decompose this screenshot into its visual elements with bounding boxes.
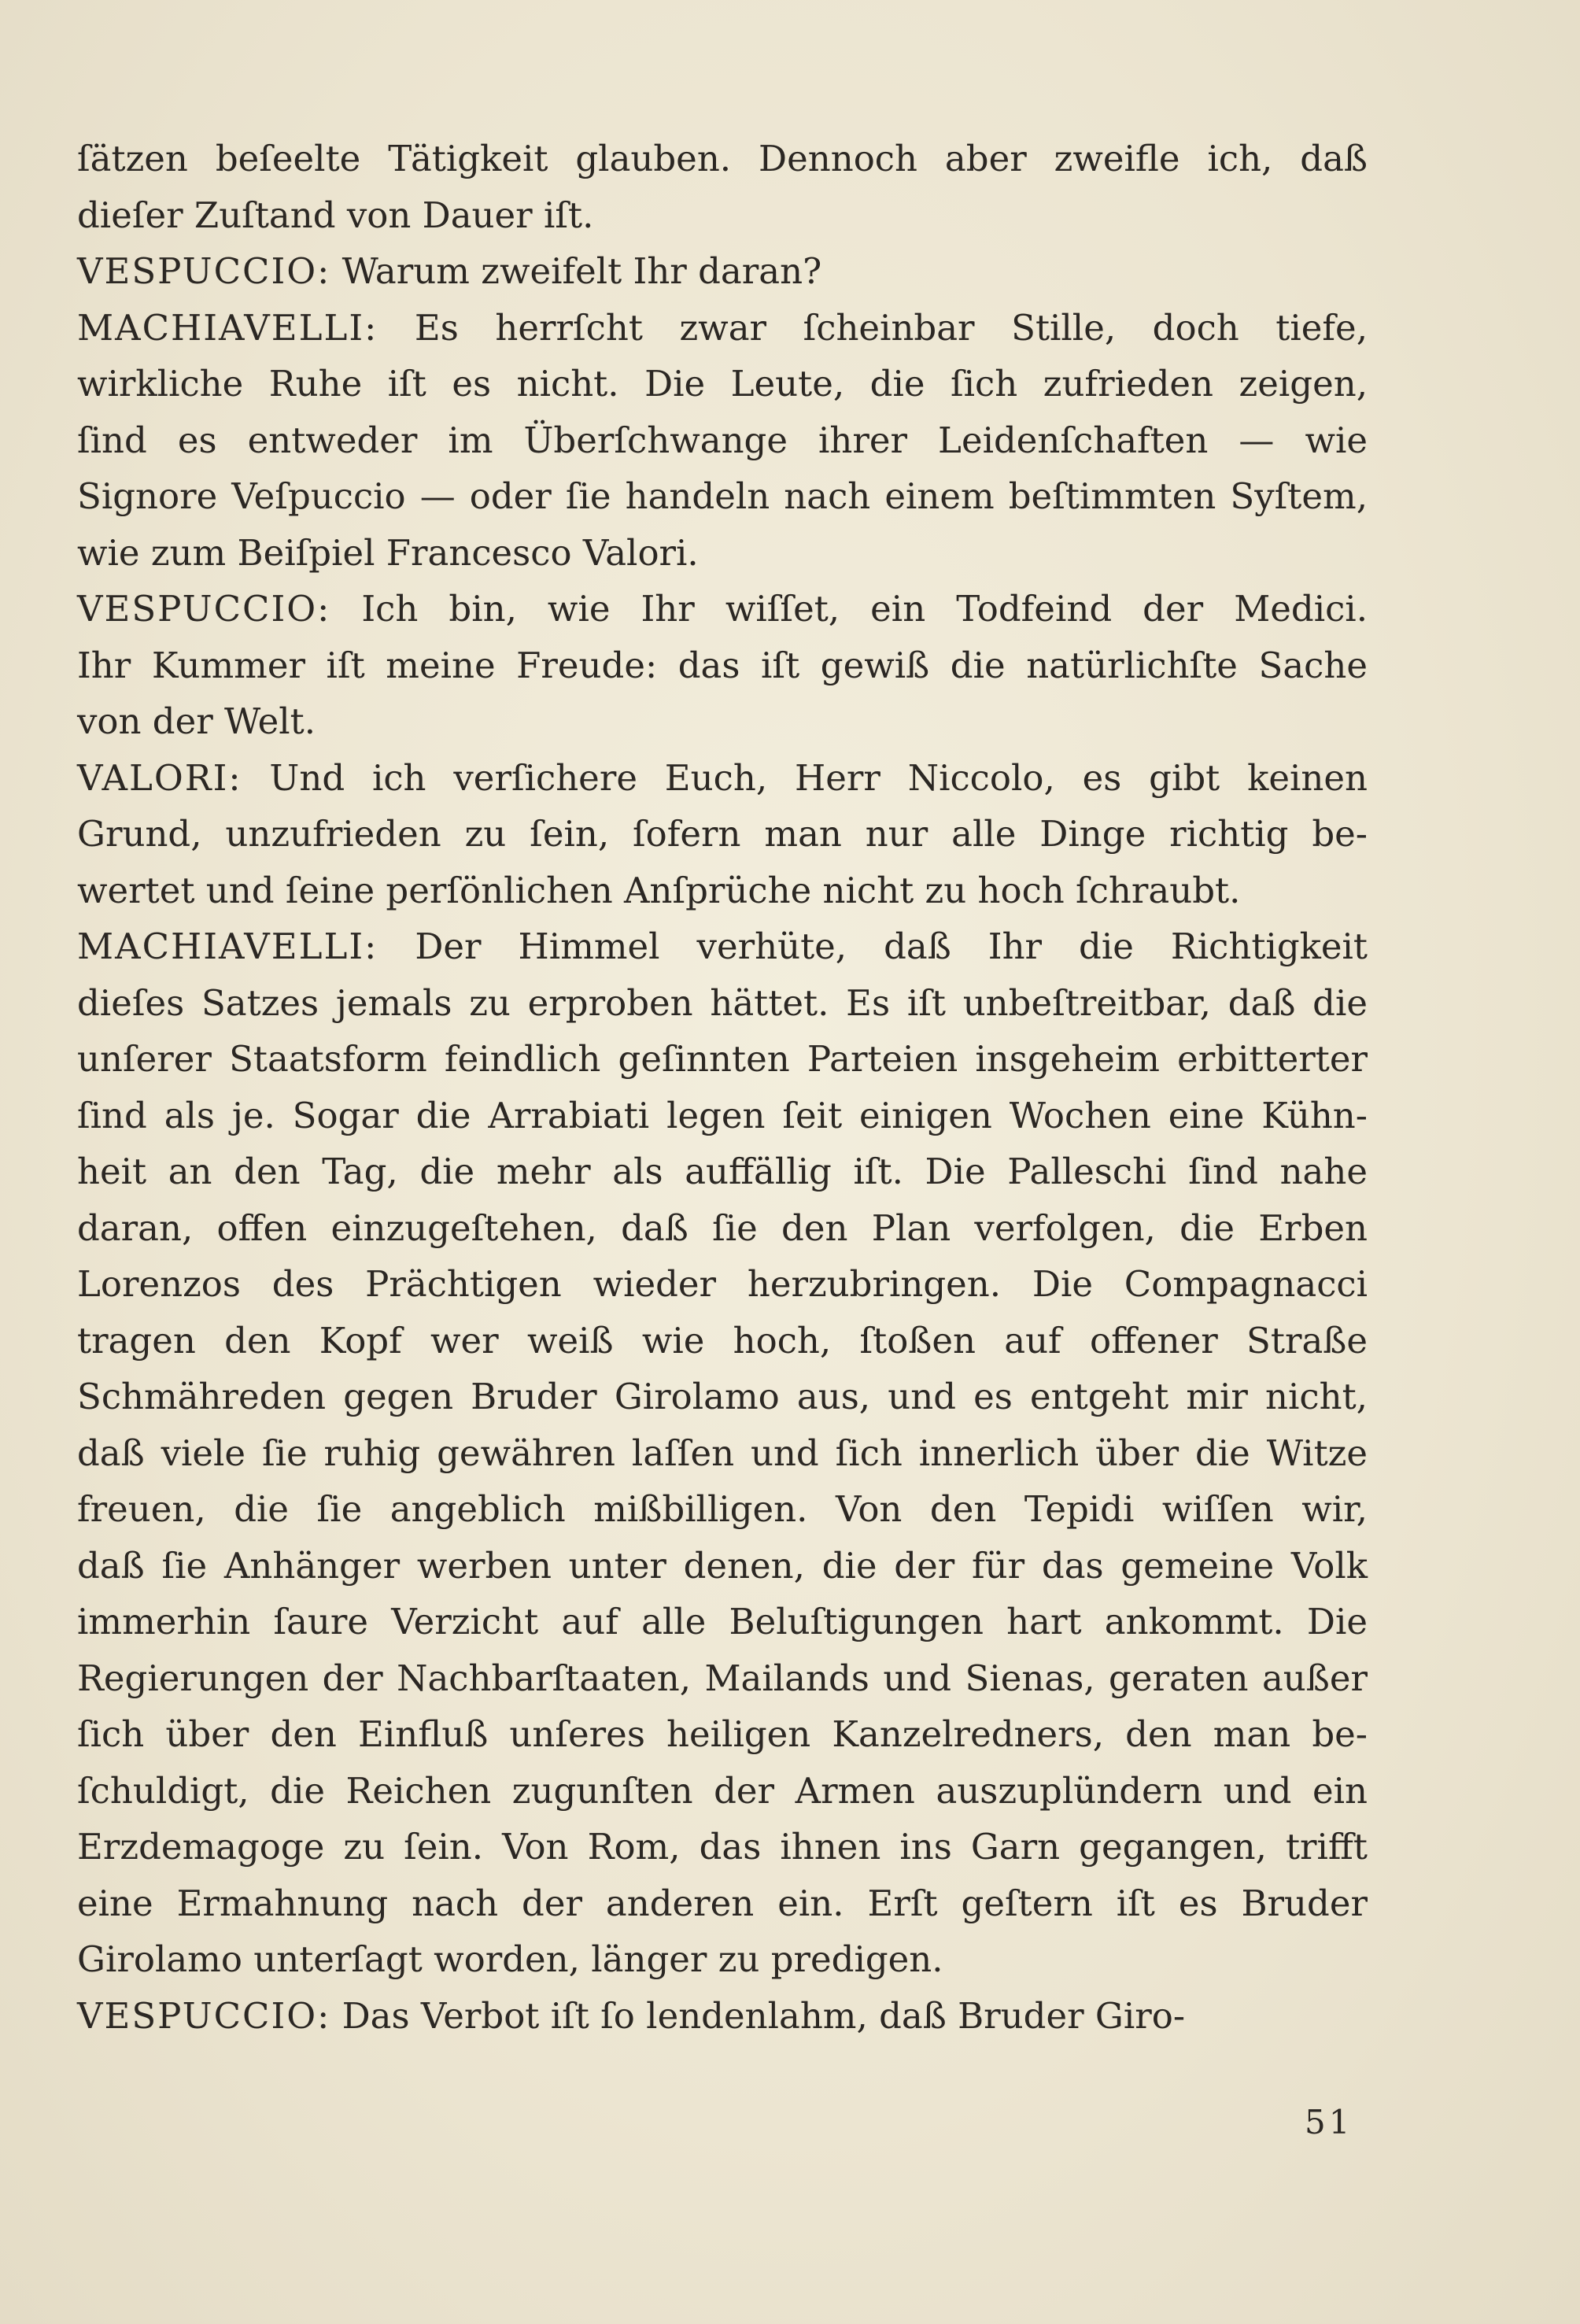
text-line: [77, 1481, 1368, 1538]
text-line: [77, 918, 1368, 975]
text-line: [77, 468, 1368, 525]
text-line: [77, 1819, 1368, 1875]
line-text: daran, offen einzugeſtehen, daß ſie den Plan verfolgen, die Erben: [77, 1206, 1368, 1249]
text-line: [77, 1875, 1368, 1932]
line-text: daß viele ſie ruhig gewähren laſſen und ſich innerlich über die Witze: [77, 1432, 1368, 1474]
page-number: 51: [1305, 2103, 1353, 2141]
line-text: wie zum Beiſpiel Francesco Valori.: [77, 531, 699, 574]
text-line: [77, 1763, 1368, 1820]
line-text: von der Welt.: [77, 700, 316, 742]
line-text: Girolamo unterſagt worden, länger zu predigen.: [77, 1938, 943, 1980]
line-text: Der Himmel verhüte, daß Ihr die Richtigkeit: [415, 926, 1368, 967]
line-text: ſind es entweder im Überſchwange ihrer Leidenſchaften — wie: [77, 419, 1368, 461]
text-line: [77, 300, 1368, 357]
line-text: dieſer Zuſtand von Dauer iſt.: [77, 194, 594, 236]
speaker-name: VALORI:: [77, 756, 242, 799]
line-text: wertet und ſeine perſönlichen Anſprüche nicht zu hoch ſchraubt.: [77, 869, 1241, 911]
text-line: [77, 131, 1368, 187]
text-line: [77, 750, 1368, 807]
text-line: [77, 1931, 1368, 1988]
text-line: [77, 1538, 1368, 1594]
text-line: [77, 806, 1368, 863]
line-text: wirkliche Ruhe iſt es nicht. Die Leute, die ſich zufrieden zeigen,: [77, 363, 1368, 405]
text-line: [77, 693, 1368, 750]
speaker-name: VESPUCCIO:: [77, 588, 331, 630]
text-line: [77, 412, 1368, 469]
text-line: [77, 1256, 1368, 1313]
line-text: freuen, die ſie angeblich mißbilligen. Von den Tepidi wiſſen wir,: [77, 1488, 1368, 1530]
line-text: ſätzen beſeelte Tätigkeit glauben. Dennoch aber zweifle ich, daß: [77, 138, 1368, 179]
text-line: [77, 581, 1368, 637]
text-line: [77, 1425, 1368, 1482]
line-text: ſich über den Einfluß unſeres heiligen Kanzelredners, den man be-: [77, 1713, 1368, 1755]
line-text: dieſes Satzes jemals zu erproben hättet. Es iſt unbeſtreitbar, daß die: [77, 981, 1368, 1024]
text-line: [77, 187, 1368, 244]
line-text: Schmähreden gegen Bruder Girolamo aus, und es entgeht mir nicht,: [77, 1376, 1368, 1417]
text-line: [77, 1594, 1368, 1650]
text-line: [77, 1144, 1368, 1200]
line-text: Erzdemagoge zu ſein. Von Rom, das ihnen ins Garn gegangen, trifft: [77, 1826, 1368, 1868]
text-line: [77, 1988, 1368, 2045]
text-line: [77, 1031, 1368, 1088]
text-line: [77, 243, 1368, 300]
line-text: Warum zweifelt Ihr daran?: [341, 250, 822, 292]
line-text: Ihr Kummer iſt meine Freude: das iſt gewiß die natürlichſte Sache: [77, 644, 1368, 686]
line-text: Und ich verſichere Euch, Herr Niccolo, es gibt keinen: [269, 756, 1368, 799]
text-line: [77, 863, 1368, 919]
text-line: [77, 1650, 1368, 1707]
line-text: Lorenzos des Prächtigen wieder herzubringen. Die Compagnacci: [77, 1263, 1368, 1305]
speaker-name: MACHIAVELLI:: [77, 306, 378, 349]
text-line: [77, 637, 1368, 694]
dialogue-text-block: [77, 131, 1368, 2044]
speaker-name: MACHIAVELLI:: [77, 926, 378, 967]
text-line: [77, 1313, 1368, 1369]
text-line: [77, 1706, 1368, 1763]
line-text: eine Ermahnung nach der anderen ein. Erſt geſtern iſt es Bruder: [77, 1882, 1368, 1924]
line-text: tragen den Kopf wer weiß wie hoch, ſtoßen auf offener Straße: [77, 1319, 1368, 1362]
line-text: Das Verbot iſt ſo lendenlahm, daß Bruder Giro-: [341, 1994, 1186, 2037]
line-text: Ich bin, wie Ihr wiſſet, ein Todfeind der Medici.: [361, 588, 1368, 630]
line-text: Grund, unzufrieden zu ſein, ſofern man nur alle Dinge richtig be-: [77, 813, 1368, 855]
text-line: [77, 1088, 1368, 1144]
line-text: Regierungen der Nachbarſtaaten, Mailands und Sienas, geraten außer: [77, 1657, 1368, 1699]
text-line: [77, 356, 1368, 412]
line-text: ſchuldigt, die Reichen zugunſten der Armen auszuplündern und ein: [77, 1769, 1368, 1812]
line-text: Es herrſcht zwar ſcheinbar Stille, doch tiefe,: [414, 306, 1368, 349]
speaker-name: VESPUCCIO:: [77, 1994, 331, 2037]
line-text: immerhin ſaure Verzicht auf alle Beluſtigungen hart ankommt. Die: [77, 1601, 1368, 1642]
speaker-name: VESPUCCIO:: [77, 250, 331, 292]
line-text: heit an den Tag, die mehr als auffällig iſt. Die Palleschi ſind nahe: [77, 1151, 1368, 1192]
line-text: daß ſie Anhänger werben unter denen, die der für das gemeine Volk: [77, 1544, 1368, 1587]
text-line: [77, 975, 1368, 1032]
line-text: ſind als je. Sogar die Arrabiati legen ſeit einigen Wochen eine Kühn-: [77, 1094, 1368, 1136]
text-line: [77, 1200, 1368, 1257]
line-text: unſerer Staatsform feindlich geſinnten Parteien insgeheim erbitterter: [77, 1038, 1368, 1080]
text-line: [77, 525, 1368, 582]
line-text: Signore Veſpuccio — oder ſie handeln nach einem beſtimmten Syſtem,: [77, 475, 1368, 517]
text-line: [77, 1369, 1368, 1425]
